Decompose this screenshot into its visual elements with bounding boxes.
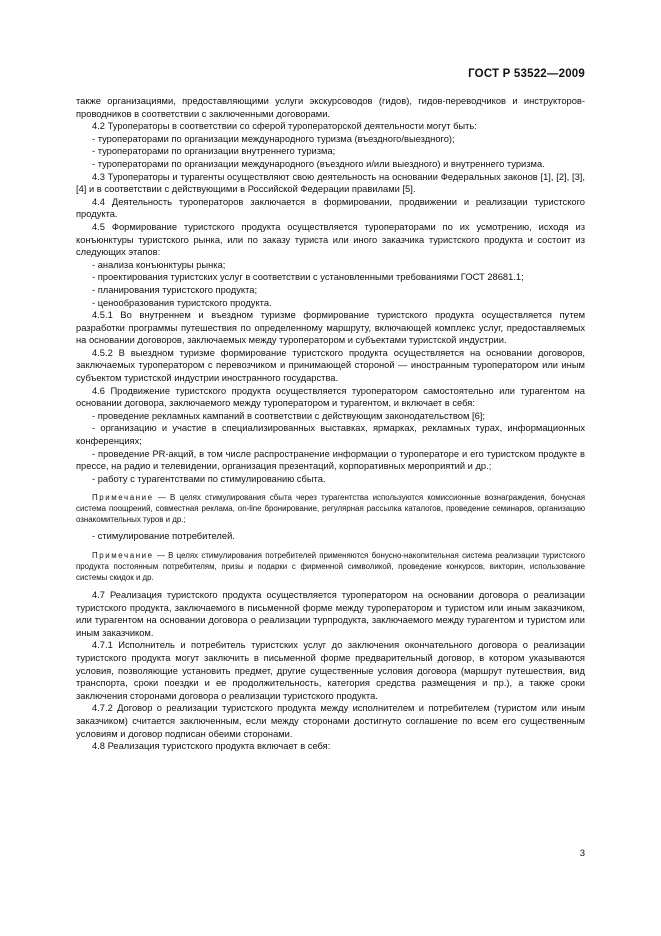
note-label: Примечание [92,551,154,560]
list-item: - ценообразования туристского продукта. [92,297,272,308]
section-4-2: 4.2 Туроператоры в соответствии со сферой туроператорской деятельности могут быть: [92,121,477,132]
list-item: - анализа конъюнктуры рынка; [92,259,226,270]
list-item: - проведение PR-акций, в том числе распространение информации о туроператоре и его туристском продукте в прессе, на радио и телевидении, организация презентаций, корпоративных мероприятий и др.; [76,448,585,472]
document-header: ГОСТ Р 53522—2009 [468,68,585,80]
note-2 [76,550,585,583]
paragraph: также организациями, предоставляющими услуги экскурсоводов (гидов), гидов-переводчиков и инструкторов-проводников в соответствии с заключенными договорами. [76,96,585,119]
list-item: - туроператорами по организации международного (въездного и/или выездного) и внутреннего туризма. [92,158,545,169]
list-item: - работу с турагентствами по стимулированию сбыта. [92,473,326,484]
note-label: Примечание [92,493,154,503]
page-number: 3 [579,848,585,859]
list-item: - стимулирование потребителей. [92,531,235,542]
list-item: - организацию и участие в специализированных выставках, ярмарках, рекламных турах, информационных конференциях; [76,423,585,447]
section-4-5: 4.5 Формирование туристского продукта осуществляется туроператорами по их усмотрению, исходя из конъюнктуры туристского рынка, или по заказу туриста или иного заказчика туристского продукта и состоит из следующих этапов: [76,221,585,258]
document-body [76,95,585,753]
section-4-5-1: 4.5.1 Во внутреннем и въездном туризме формирование туристского продукта осуществляется путем разработки программы путешествия по определенному маршруту, включающей комплекс услуг, предоставляемых на основании договоров, заключаемых между туроператором и субъектами туристской индустрии. [76,310,585,346]
list-item: - проектирования туристских услуг в соответствии с установленными требованиями ГОСТ 28681.1; [92,272,524,283]
section-4-7-2: 4.7.2 Договор о реализации туристского продукта между исполнителем и потребителем (туристом или иным заказчиком) считается заключенным, если между сторонами достигнуто соглашение по всем его существенным условиям и договор подписан обеими сторонами. [76,703,585,739]
section-4-6: 4.6 Продвижение туристского продукта осуществляется туроператором самостоятельно или турагентом на основании договора, заключаемого между туроператором и турагентом, и включает в себя: [76,385,585,409]
section-4-7-1: 4.7.1 Исполнитель и потребитель туристских услуг до заключения окончательного договора о реализации туристского продукта могут заключить в письменной форме предварительный договор, в котором указываются условия, позволяющие установить предмет, другие существенные условия договора (маршрут путешествия, вид транспорта, сроки поездки и ее продолжительность, категория средства размещения и пр.), а также сроки заключения сторонами договора о реализации туристского продукта. [76,640,585,701]
note-1 [76,492,585,525]
list-item: - туроператорами по организации внутреннего туризма; [92,146,336,157]
list-item: - туроператорами по организации международного туризма (въездного/выездного); [92,133,455,144]
section-4-3: 4.3 Туроператоры и турагенты осуществляют свою деятельность на основании Федеральных законов [1], [2], [3], [4] и в соответствии с действующими в Российской Федерации правилами [5]. [76,171,585,195]
section-4-7: 4.7 Реализация туристского продукта осуществляется туроператором на основании договора о реализации туристского продукта, заключаемого в письменной форме между туроператором и туристом или иным заказчиком, или турагентом на основании договора о реализации турпродукта, заключаемого между турагентом и туристом или иным заказчиком. [76,590,585,638]
note-text: — В целях стимулирования потребителей применяются бонусно-накопительная система реализации туристского продукта постоянным потребителям, призы и подарки с фирменной символикой, проведение конкурсов, викторин, использование системы скидок и др. [76,551,585,582]
section-4-5-2: 4.5.2 В выездном туризме формирование туристского продукта осуществляется на основании договоров, заключаемых туроператором с перевозчиком и принимающей стороной — иностранным туроператором или иным субъектом туристской индустрии иностранного государства. [76,347,585,384]
note-text: — В целях стимулирования сбыта через турагентства используются комиссионные вознаграждения, бонусная система поощрений, совместная реклама, on-line бронирование, регулярная рассылка каталогов, проведение семинаров, организацию ознакомительных туров и др.; [76,493,585,525]
section-4-4: 4.4 Деятельность туроператоров заключается в формировании, продвижении и реализации туристского продукта. [76,196,585,220]
list-item: - проведение рекламных кампаний в соответствии с действующим законодательством [6]; [92,410,485,421]
list-item: - планирования туристского продукта; [92,284,258,295]
section-4-8: 4.8 Реализация туристского продукта включает в себя: [92,741,331,752]
